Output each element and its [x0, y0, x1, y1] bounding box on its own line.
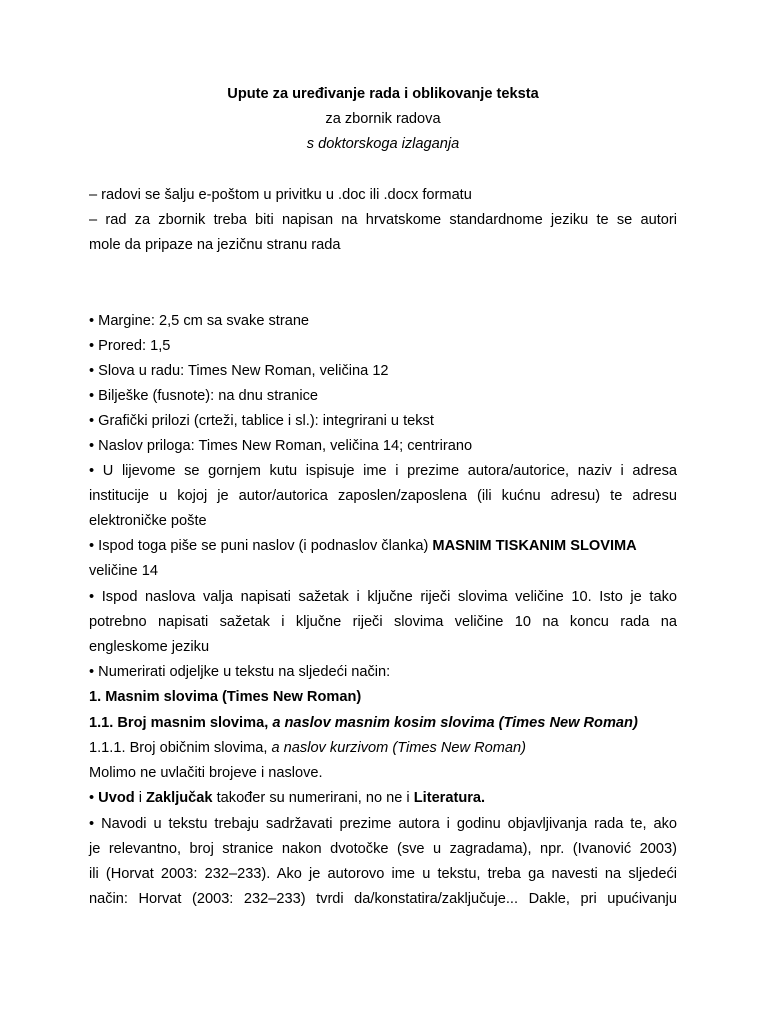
intro-dash-line-1: – radovi se šalju e-poštom u privitku u .doc ili .docx formatu: [89, 187, 472, 203]
bullet-graphics: • Grafički prilozi (crteži, tablice i sl.): integrirani u tekst: [89, 413, 434, 429]
intro-dash-line-2: – rad za zbornik treba biti napisan na hrvatskome standardnome jeziku te se autori: [89, 212, 677, 228]
text-mid: također su numerirani, no ne i: [212, 790, 414, 806]
bullet-notes: • Bilješke (fusnote): na dnu stranice: [89, 388, 318, 404]
bullet-abstract-line-3: engleskome jeziku: [89, 639, 210, 655]
word-zakljucak: Zaključak: [146, 790, 213, 806]
bullet-corner-line-2: institucije u kojoj je autor/autorica zaposlen/zaposlena (ili kućnu adresu) te adresu: [89, 488, 677, 504]
document-subtitle: za zbornik radova: [325, 111, 441, 127]
document-title: Upute za uređivanje rada i oblikovanje teksta: [227, 86, 539, 102]
bullet-below-title: [89, 537, 677, 555]
bullet-below-title-text: • Ispod toga piše se puni naslov (i podnaslov članka): [89, 538, 433, 554]
document-subtitle-italic: s doktorskoga izlaganja: [306, 136, 460, 152]
bullet-corner-line-1: • U lijevome se gornjem kutu ispisuje ime i prezime autora/autorice, naziv i adresa: [89, 463, 677, 479]
word-uvod: Uvod: [98, 790, 135, 806]
bullet-corner-line-3: elektroničke pošte: [89, 513, 207, 529]
bullet-citations-line-3: ili (Horvat 2003: 232–233). Ako je autorovo ime u tekstu, treba ga navesti na sljedeći: [89, 866, 677, 882]
heading-level-3-title: a naslov kurzivom (Times New Roman): [271, 740, 527, 756]
heading-level-2-number: 1.1. Broj masnim slovima,: [89, 715, 273, 731]
bullet-citations-line-2: je relevantno, broj stranice nakon dvotočke (sve u zagradama), npr. (Ivanović 2003): [89, 841, 677, 857]
heading-level-2-title: a naslov masnim kosim slovima (Times New Roman): [272, 715, 638, 731]
bullet-citations-line-4: način: Horvat (2003: 232–233) tvrdi da/konstatira/zaključuje... Dakle, pri upućivanju: [89, 891, 677, 907]
bullet-below-title-line-2: veličine 14: [89, 563, 158, 579]
bullet-font: • Slova u radu: Times New Roman, veličina 12: [89, 363, 389, 379]
bullet-citations-line-1: • Navodi u tekstu trebaju sadržavati prezime autora i godinu objavljivanja rada te, ako: [89, 816, 677, 832]
word-literatura: Literatura.: [413, 790, 486, 806]
bullet-intro-conclusion: [89, 789, 677, 807]
bullet-below-title-bold: MASNIM TISKANIM SLOVIMA: [432, 538, 637, 554]
intro-dash-line-3: mole da pripaze na jezičnu stranu rada: [89, 237, 341, 253]
bullet-spacing: • Prored: 1,5: [89, 338, 171, 354]
bullet-numbering: • Numerirati odjeljke u tekstu na sljedeći način:: [89, 664, 391, 680]
bullet-abstract-line-2: potrebno napisati sažetak i ključne riječi slovima veličine 10 na koncu rada na: [89, 614, 677, 630]
heading-level-3-number: 1.1.1. Broj običnim slovima,: [89, 740, 272, 756]
heading-level-1-example: 1. Masnim slovima (Times New Roman): [89, 689, 362, 705]
no-indent-note: Molimo ne uvlačiti brojeve i naslove.: [89, 765, 323, 781]
heading-level-3-example: [89, 739, 677, 757]
heading-level-2-example: [89, 714, 677, 732]
bullet-title-font: • Naslov priloga: Times New Roman, veličina 14; centrirano: [89, 438, 473, 454]
word-i: i: [134, 790, 147, 806]
bullet-mark: •: [89, 790, 99, 806]
bullet-margins: • Margine: 2,5 cm sa svake strane: [89, 313, 310, 329]
bullet-abstract-line-1: • Ispod naslova valja napisati sažetak i ključne riječi slovima veličine 10. Isto je tako: [89, 589, 677, 605]
